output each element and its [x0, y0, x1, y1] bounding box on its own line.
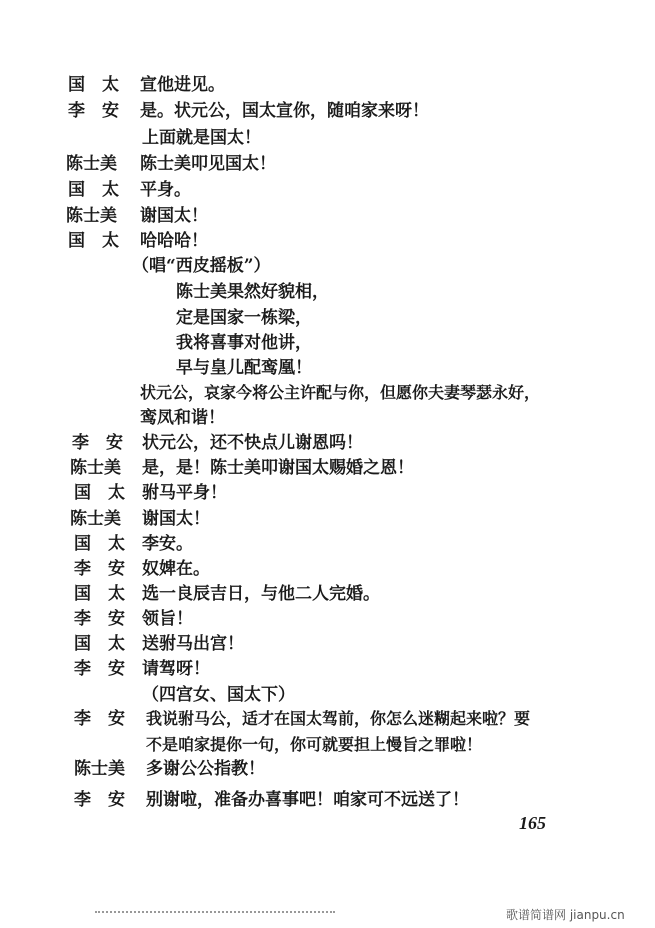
page-number: 165	[519, 813, 546, 833]
line-text: 上面就是国太！	[142, 128, 261, 148]
line-text: 哈哈哈！	[140, 231, 208, 251]
speaker: 李 安	[74, 790, 125, 810]
speaker: 李 安	[74, 559, 125, 579]
speaker: 李 安	[74, 709, 125, 729]
line-text: 平身。	[140, 180, 191, 200]
watermark: 歌谱简谱网 jianpu.cn	[506, 908, 625, 922]
line-text: 是，是！陈士美叩谢国太赐婚之恩！	[142, 458, 414, 478]
speaker: 李 安	[74, 609, 125, 629]
line-text: 请驾呀！	[142, 659, 210, 679]
line-text: 定是国家一栋梁，	[176, 308, 312, 328]
line-text: 我将喜事对他讲，	[176, 333, 312, 353]
line-text: 状元公，哀家今将公主许配与你，但愿你夫妻琴瑟永好，	[140, 383, 541, 402]
line-text: 不是咱家提你一句，你可就要担上慢旨之罪啦！	[146, 735, 483, 754]
line-text: 多谢公公指教！	[146, 759, 265, 779]
line-text: 是。状元公，国太宣你，随咱家来呀！	[140, 101, 429, 121]
line-text: 谢国太！	[142, 509, 210, 529]
speaker: 陈士美	[70, 509, 121, 529]
speaker: 国 太	[68, 180, 119, 200]
line-text: 我说驸马公，适才在国太驾前，你怎么迷糊起来啦？要	[146, 709, 531, 728]
speaker: 李 安	[74, 659, 125, 679]
line-text: 李安。	[142, 534, 193, 554]
speaker: 陈士美	[66, 154, 117, 174]
line-text: 宣他进见。	[140, 75, 225, 95]
speaker: 陈士美	[66, 206, 117, 226]
line-text: 送驸马出宫！	[142, 634, 244, 654]
line-text: 驸马平身！	[142, 483, 227, 503]
line-text: 状元公，还不快点儿谢恩吗！	[142, 433, 363, 453]
speaker: 国 太	[68, 75, 119, 95]
speaker: 陈士美	[74, 759, 125, 779]
speaker: 国 太	[74, 634, 125, 654]
line-text: 陈士美叩见国太！	[140, 154, 276, 174]
line-text: 鸾凤和谐！	[140, 408, 225, 428]
line-text: 别谢啦，准备办喜事吧！咱家可不远送了！	[146, 790, 469, 810]
speaker: 李 安	[68, 101, 119, 121]
speaker: 国 太	[74, 483, 125, 503]
speaker: 国 太	[74, 584, 125, 604]
line-text: 陈士美果然好貌相，	[176, 282, 329, 302]
speaker: 陈士美	[70, 458, 121, 478]
line-text: 选一良辰吉日，与他二人完婚。	[142, 584, 380, 604]
line-text: （四宫女、国太下）	[142, 685, 295, 705]
footer-dotted-rule	[95, 911, 335, 914]
speaker: 国 太	[68, 231, 119, 251]
speaker: 李 安	[72, 433, 123, 453]
line-text: 领旨！	[142, 609, 193, 629]
line-text: 早与皇儿配鸾凰！	[176, 358, 312, 378]
speaker: 国 太	[74, 534, 125, 554]
line-text: 谢国太！	[140, 206, 208, 226]
line-text: 奴婢在。	[142, 559, 210, 579]
line-text: （唱“西皮摇板”）	[132, 256, 271, 276]
